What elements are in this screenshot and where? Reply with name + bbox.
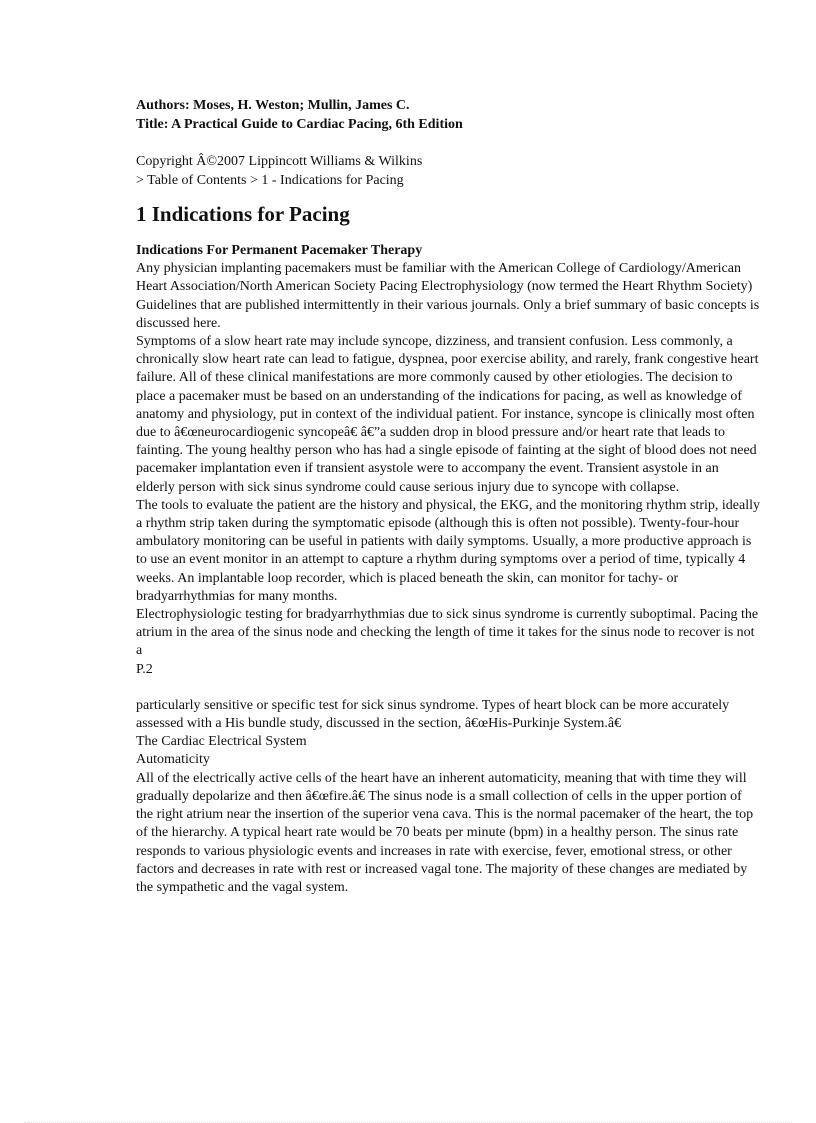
paragraph: Symptoms of a slow heart rate may include syncope, dizziness, and transient confusion. Less commonly, a chronically slow heart rate can lead to fatigue, dyspnea, poor exercise ability, and rarely, frank congestive heart failure. All of these clinical manifestations are more commonly caused by other etiologies. The decision to place a pacemaker must be based on an understanding of the indications for pacing, as well as knowledge of anatomy and physiology, put in context of the individual patient. For instance, syncope is clinically most often due to â€œneurocardiogenic syncopeâ€ â€”a sudden drop in blood pressure and/or heart rate that leads to fainting. The young healthy person who has had a single episode of fainting at the sight of blood does not need pacemaker implantation even if transient asystole were to accompany the event. Transient asystole in an elderly person with sick sinus syndrome could cause serious injury due to syncope with collapse. <box>136 334 759 495</box>
spacer <box>136 134 760 152</box>
spacer <box>136 679 760 697</box>
authors-line: Authors: Moses, H. Weston; Mullin, James C. <box>136 98 410 113</box>
page-marker: P.2 <box>136 661 153 677</box>
document-page <box>136 96 760 897</box>
breadcrumb: > Table of Contents > 1 - Indications for Pacing <box>136 173 404 188</box>
paragraph: The tools to evaluate the patient are the history and physical, the EKG, and the monitoring rhythm strip, ideally a rhythm strip taken during the symptomatic episode (although this is often not possible). Twenty-four-hour ambulatory monitoring can be useful in patients with daily symptoms. Usually, a more productive approach is to use an event monitor in an attempt to capture a rhythm during symptoms over a period of time, typically 4 weeks. An implantable loop recorder, which is placed beneath the skin, can monitor for tachy- or bradyarrhythmias for many months. <box>136 497 761 604</box>
chapter-title: 1 Indications for Pacing <box>136 202 350 226</box>
subsection-heading: Automaticity <box>136 752 210 768</box>
section-title: Indications For Permanent Pacemaker Therapy <box>136 243 423 258</box>
subsection-heading: The Cardiac Electrical System <box>136 734 307 750</box>
paragraph: particularly sensitive or specific test for sick sinus syndrome. Types of heart block can be more accurately assessed with a His bundle study, discussed in the section, â€œHis-Purkinje System.â€ <box>136 697 730 732</box>
paragraph: All of the electrically active cells of the heart have an inherent automaticity, meaning that with time they will gradually depolarize and then â€œfire.â€ The sinus node is a small collection of cells in the upper portion of the right atrium near the insertion of the superior vena cava. This is the normal pacemaker of the heart, the top of the hierarchy. A typical heart rate would be 70 beats per minute (bpm) in a healthy person. The sinus rate responds to various physiologic events and increases in rate with exercise, fever, emotional stress, or other factors and decreases in rate with rest or increased vagal tone. The majority of these changes are mediated by the sympathetic and the vagal system. <box>136 770 754 895</box>
copyright-line: Copyright Â©2007 Lippincott Williams & Wilkins <box>136 154 423 169</box>
book-title-line: Title: A Practical Guide to Cardiac Pacing, 6th Edition <box>136 117 463 132</box>
paragraph: Any physician implanting pacemakers must be familiar with the American College of Cardiology/American Heart Association/North American Society Pacing Electrophysiology (now termed the Heart Rhythm Society) Guidelines that are published intermittently in their various journals. Only a brief summary of basic concepts is discussed here. <box>136 261 760 331</box>
paragraph: Electrophysiologic testing for bradyarrhythmias due to sick sinus syndrome is currently suboptimal. Pacing the atrium in the area of the sinus node and checking the length of time it takes for the sinus node to recover is not a <box>136 607 759 659</box>
